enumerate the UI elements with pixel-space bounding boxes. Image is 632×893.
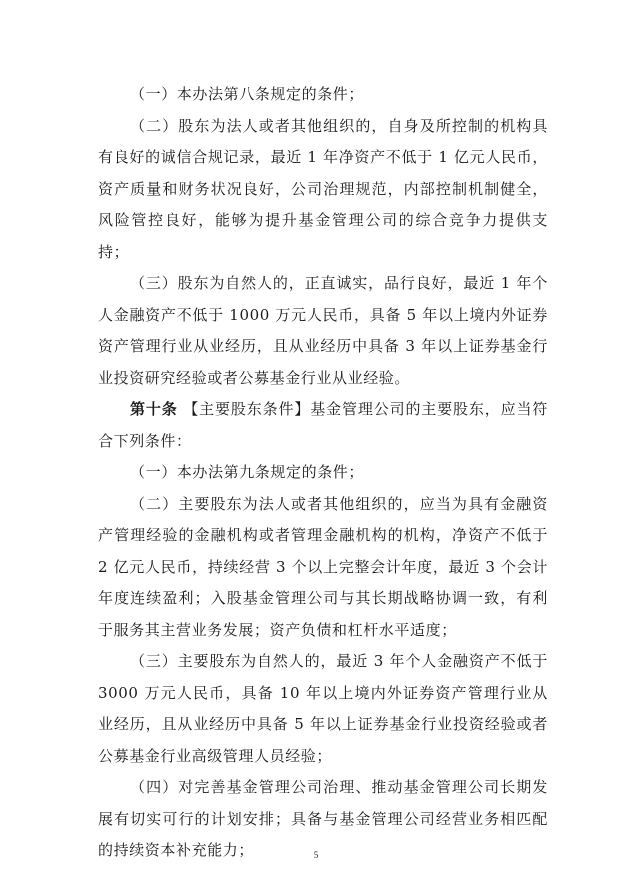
article-number: 第十条	[130, 400, 178, 418]
page-number: 5	[313, 850, 319, 860]
document-body	[98, 79, 548, 867]
paragraph-item-4: （一）本办法第九条规定的条件；	[130, 463, 365, 481]
paragraph-item-1: （一）本办法第八条规定的条件；	[130, 85, 365, 103]
article-10-heading	[98, 394, 548, 457]
paragraph-item-7: （四）对完善基金管理公司治理、推动基金管理公司长期发展有切实可行的计划安排；具备与基金管理公司经营业务相匹配的持续资本补充能力；	[98, 778, 548, 859]
paragraph-item-2: （二）股东为法人或者其他组织的，自身及所控制的机构具有良好的诚信合规记录，最近 1 年净资产不低于 1 亿元人民币，资产质量和财务状况良好，公司治理规范，内部控制机制健全，风险管控良好，能够为提升基金管理公司的综合竞争力提供支持；	[98, 116, 548, 261]
paragraph-item-3: （三）股东为自然人的，正直诚实，品行良好，最近 1 年个人金融资产不低于 1000 万元人民币，具备 5 年以上境内外证券资产管理行业从业经历，且从业经历中具备 3 年以上证券基金行业投资研究经验或者公募基金行业从业经验。	[98, 274, 548, 387]
paragraph-item-6: （三）主要股东为自然人的，最近 3 年个人金融资产不低于 3000 万元人民币，具备 10 年以上境内外证券资产管理行业从业经历，且从业经历中具备 5 年以上证券基金行业投资经验或者公募基金行业高级管理人员经验；	[98, 652, 548, 765]
article-text: 【主要股东条件】基金管理公司的主要股东，应当符合下列条件：	[98, 400, 549, 450]
paragraph-item-5: （二）主要股东为法人或者其他组织的，应当为具有金融资产管理经验的金融机构或者管理金融机构的机构，净资产不低于 2 亿元人民币，持续经营 3 个以上完整会计年度，最近 3 个会计年度连续盈利；入股基金管理公司与其长期战略协调一致，有利于服务其主营业务发展；资产负债和杠杆水平适度；	[98, 494, 548, 639]
